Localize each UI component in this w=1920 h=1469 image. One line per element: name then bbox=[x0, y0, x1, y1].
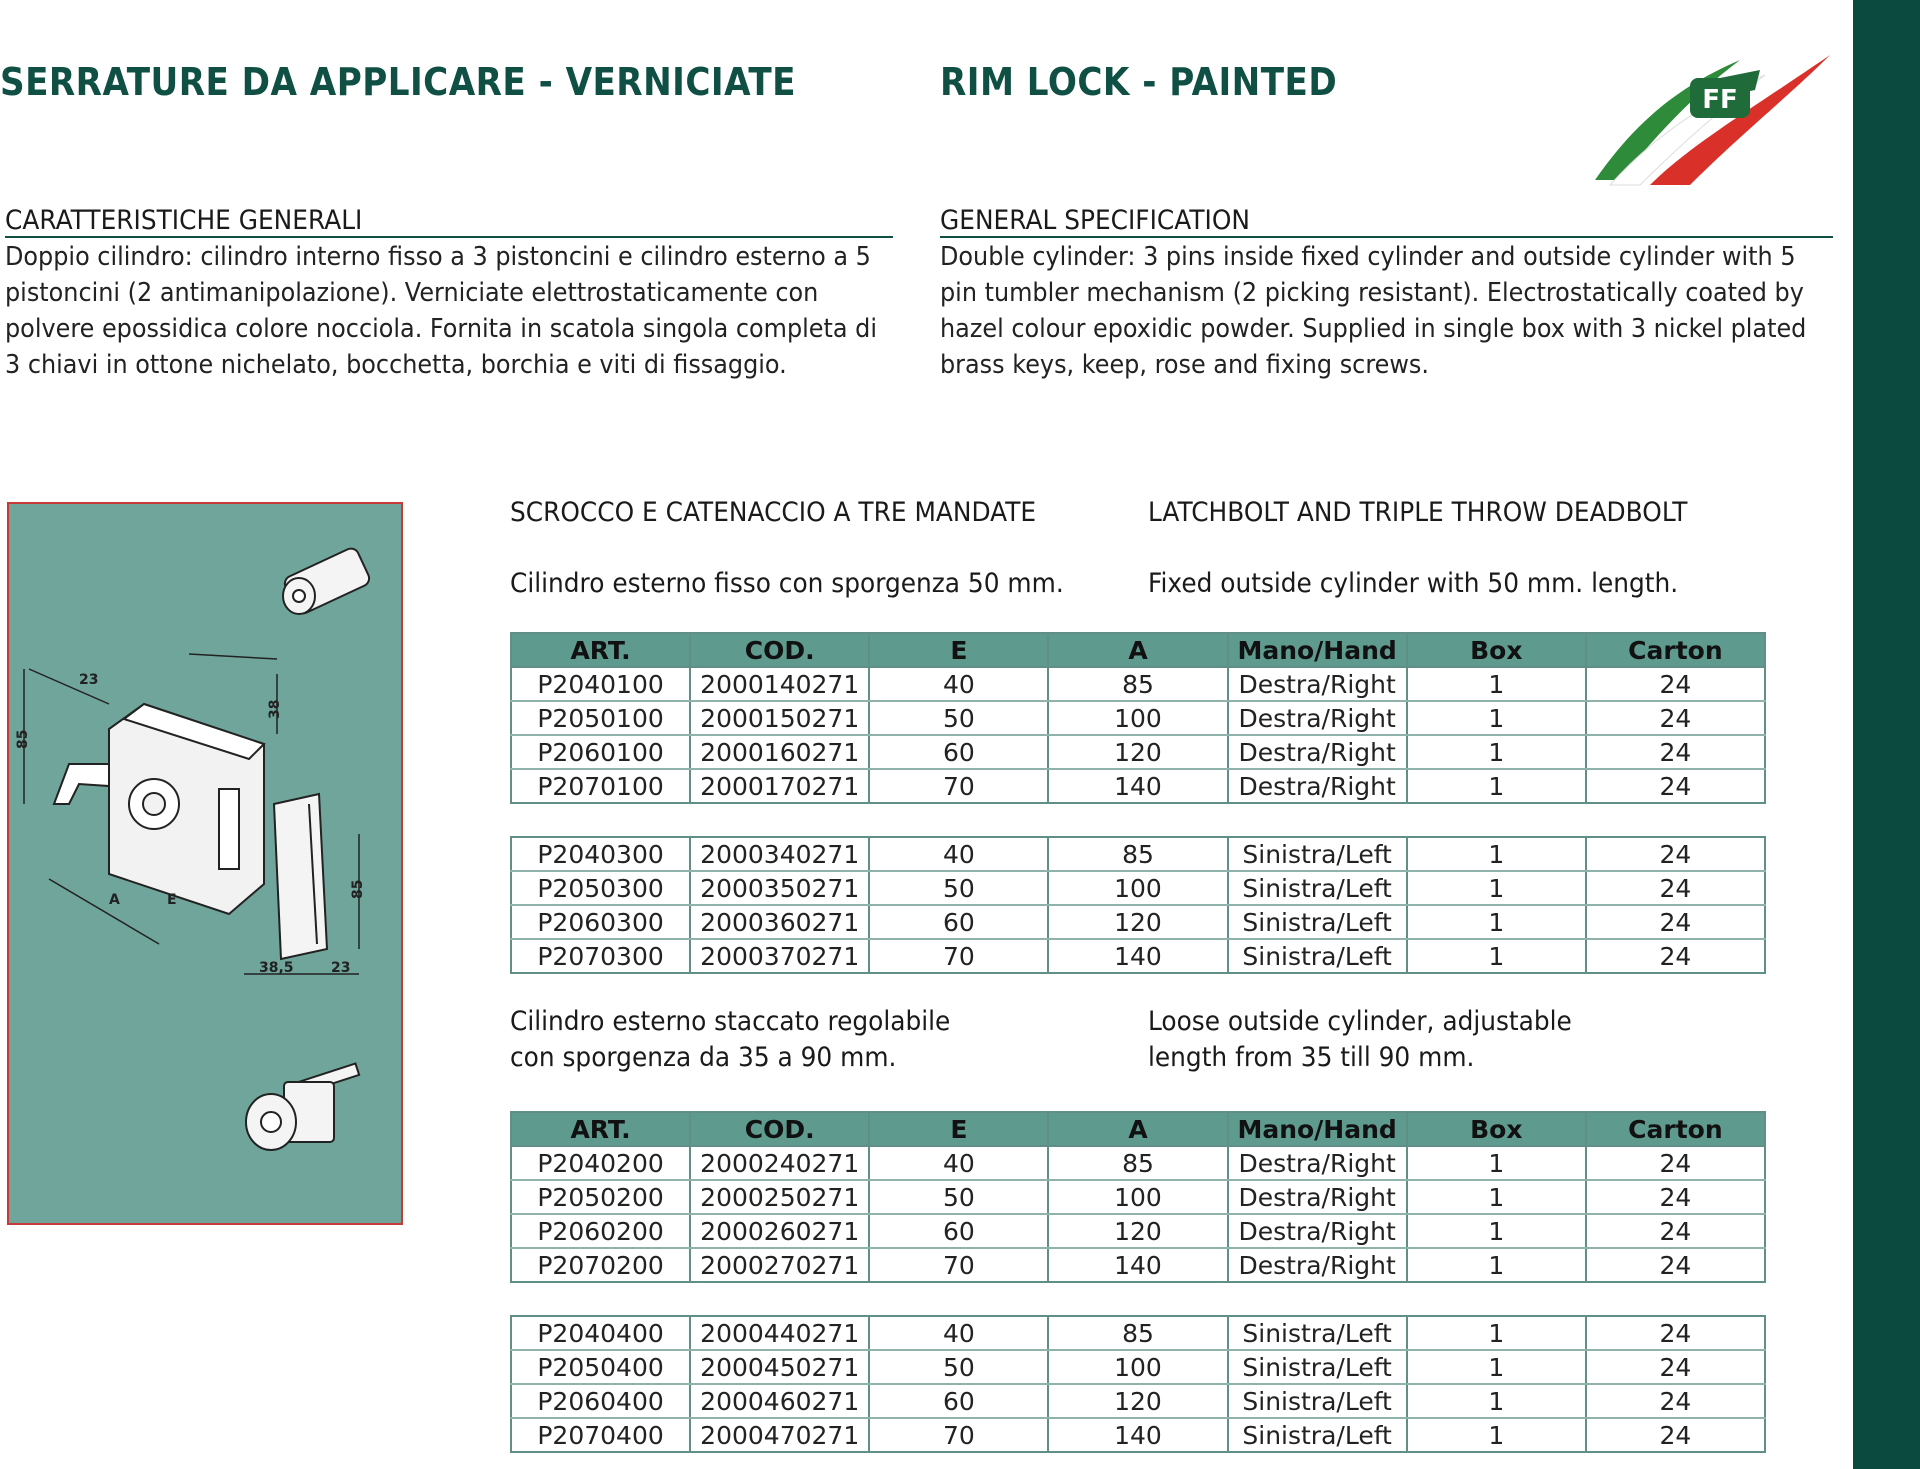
cell-box: 1 bbox=[1407, 769, 1586, 803]
cell-e: 60 bbox=[869, 1384, 1048, 1418]
cell-hand: Destra/Right bbox=[1228, 735, 1407, 769]
cell-hand: Destra/Right bbox=[1228, 667, 1407, 701]
cell-hand: Sinistra/Left bbox=[1228, 837, 1407, 871]
table-header-row bbox=[511, 1112, 1765, 1146]
product-table-right-fixed bbox=[510, 632, 1766, 804]
cell-art: P2040400 bbox=[511, 1316, 690, 1350]
spec-heading-italian: CARATTERISTICHE GENERALI bbox=[5, 205, 363, 236]
cell-cod: 2000250271 bbox=[690, 1180, 869, 1214]
divider bbox=[940, 236, 1833, 238]
cell-hand: Sinistra/Left bbox=[1228, 905, 1407, 939]
cell-art: P2050400 bbox=[511, 1350, 690, 1384]
cell-cod: 2000260271 bbox=[690, 1214, 869, 1248]
cell-e: 50 bbox=[869, 1350, 1048, 1384]
spec-text-english: Double cylinder: 3 pins inside fixed cylinder and outside cylinder with 5 pin tumbler mechanism (2 picking resistant). Electrostatically coated by hazel colour epoxidic powder. Supplied in single box with 3 nickel plated brass keys, keep, rose and fixing screws. bbox=[940, 242, 1807, 380]
dim-label: 38 bbox=[267, 699, 283, 719]
table-row bbox=[511, 735, 1765, 769]
cell-carton: 24 bbox=[1586, 1316, 1765, 1350]
table-row bbox=[511, 701, 1765, 735]
cell-box: 1 bbox=[1407, 1214, 1586, 1248]
dim-label: 23 bbox=[331, 960, 351, 976]
cell-hand: Destra/Right bbox=[1228, 1248, 1407, 1282]
cell-box: 1 bbox=[1407, 1316, 1586, 1350]
cell-a: 120 bbox=[1048, 735, 1227, 769]
col-art: ART. bbox=[511, 1112, 690, 1146]
table-row bbox=[511, 1248, 1765, 1282]
cell-art: P2040200 bbox=[511, 1146, 690, 1180]
lock-body-icon bbox=[54, 704, 264, 914]
cell-e: 40 bbox=[869, 1316, 1048, 1350]
cell-cod: 2000170271 bbox=[690, 769, 869, 803]
spec-heading-english: GENERAL SPECIFICATION bbox=[940, 205, 1250, 236]
cell-e: 40 bbox=[869, 667, 1048, 701]
table-row bbox=[511, 905, 1765, 939]
cell-hand: Destra/Right bbox=[1228, 1146, 1407, 1180]
dim-label: A bbox=[109, 892, 120, 908]
divider bbox=[5, 236, 893, 238]
cell-carton: 24 bbox=[1586, 1248, 1765, 1282]
note-line: length from 35 till 90 mm. bbox=[1148, 1042, 1475, 1073]
cell-box: 1 bbox=[1407, 905, 1586, 939]
table-row bbox=[511, 1350, 1765, 1384]
cell-box: 1 bbox=[1407, 871, 1586, 905]
cell-art: P2070300 bbox=[511, 939, 690, 973]
cell-cod: 2000450271 bbox=[690, 1350, 869, 1384]
col-e: E bbox=[869, 1112, 1048, 1146]
col-art: ART. bbox=[511, 633, 690, 667]
table-row bbox=[511, 1316, 1765, 1350]
product-table-right-loose bbox=[510, 1111, 1766, 1283]
cell-cod: 2000240271 bbox=[690, 1146, 869, 1180]
col-cod: COD. bbox=[690, 1112, 869, 1146]
cell-art: P2070400 bbox=[511, 1418, 690, 1452]
cell-carton: 24 bbox=[1586, 667, 1765, 701]
section-heading-italian: SCROCCO E CATENACCIO A TRE MANDATE bbox=[510, 497, 1037, 528]
cell-carton: 24 bbox=[1586, 1350, 1765, 1384]
cell-carton: 24 bbox=[1586, 1418, 1765, 1452]
table-row bbox=[511, 837, 1765, 871]
cell-box: 1 bbox=[1407, 1384, 1586, 1418]
cell-box: 1 bbox=[1407, 939, 1586, 973]
cell-box: 1 bbox=[1407, 1146, 1586, 1180]
table-row bbox=[511, 1146, 1765, 1180]
cell-hand: Sinistra/Left bbox=[1228, 1384, 1407, 1418]
cell-cod: 2000470271 bbox=[690, 1418, 869, 1452]
cell-carton: 24 bbox=[1586, 837, 1765, 871]
cell-art: P2040100 bbox=[511, 667, 690, 701]
col-hand: Mano/Hand bbox=[1228, 633, 1407, 667]
cell-carton: 24 bbox=[1586, 1180, 1765, 1214]
cell-a: 85 bbox=[1048, 1146, 1227, 1180]
cell-e: 70 bbox=[869, 769, 1048, 803]
cell-cod: 2000460271 bbox=[690, 1384, 869, 1418]
col-carton: Carton bbox=[1586, 633, 1765, 667]
cell-cod: 2000340271 bbox=[690, 837, 869, 871]
table-header-row bbox=[511, 633, 1765, 667]
cell-art: P2050100 bbox=[511, 701, 690, 735]
note-line: Loose outside cylinder, adjustable bbox=[1148, 1006, 1572, 1037]
cell-e: 50 bbox=[869, 1180, 1048, 1214]
cylinder-note-english: Fixed outside cylinder with 50 mm. length. bbox=[1148, 568, 1679, 599]
title-english: RIM LOCK - PAINTED bbox=[940, 60, 1338, 104]
cell-hand: Destra/Right bbox=[1228, 701, 1407, 735]
note-line: Cilindro esterno staccato regolabile bbox=[510, 1006, 951, 1037]
col-e: E bbox=[869, 633, 1048, 667]
cell-e: 40 bbox=[869, 1146, 1048, 1180]
col-carton: Carton bbox=[1586, 1112, 1765, 1146]
cell-hand: Sinistra/Left bbox=[1228, 939, 1407, 973]
rim-lock-drawing bbox=[9, 504, 401, 1223]
table-row bbox=[511, 1214, 1765, 1248]
cell-carton: 24 bbox=[1586, 701, 1765, 735]
cell-cod: 2000350271 bbox=[690, 871, 869, 905]
cell-e: 60 bbox=[869, 735, 1048, 769]
table-row bbox=[511, 1180, 1765, 1214]
table-row bbox=[511, 939, 1765, 973]
cell-a: 85 bbox=[1048, 667, 1227, 701]
cell-a: 120 bbox=[1048, 1214, 1227, 1248]
product-table-left-loose bbox=[510, 1315, 1766, 1453]
cell-carton: 24 bbox=[1586, 905, 1765, 939]
cell-box: 1 bbox=[1407, 1180, 1586, 1214]
cell-box: 1 bbox=[1407, 1248, 1586, 1282]
cell-a: 140 bbox=[1048, 1248, 1227, 1282]
cell-carton: 24 bbox=[1586, 871, 1765, 905]
cell-hand: Sinistra/Left bbox=[1228, 1418, 1407, 1452]
cell-hand: Destra/Right bbox=[1228, 769, 1407, 803]
italian-flag-swoosh-logo-icon bbox=[1590, 50, 1840, 190]
cell-cod: 2000360271 bbox=[690, 905, 869, 939]
col-box: Box bbox=[1407, 1112, 1586, 1146]
loose-cylinder-icon bbox=[246, 1063, 359, 1150]
cell-e: 50 bbox=[869, 871, 1048, 905]
cell-a: 120 bbox=[1048, 1384, 1227, 1418]
table-row bbox=[511, 769, 1765, 803]
cell-art: P2060100 bbox=[511, 735, 690, 769]
table-row bbox=[511, 667, 1765, 701]
cell-art: P2070200 bbox=[511, 1248, 690, 1282]
table-row bbox=[511, 871, 1765, 905]
cell-art: P2070100 bbox=[511, 769, 690, 803]
cell-carton: 24 bbox=[1586, 769, 1765, 803]
cell-cod: 2000270271 bbox=[690, 1248, 869, 1282]
cell-box: 1 bbox=[1407, 837, 1586, 871]
cell-art: P2050200 bbox=[511, 1180, 690, 1214]
outside-cylinder-icon bbox=[282, 546, 371, 616]
cell-a: 100 bbox=[1048, 1180, 1227, 1214]
section-heading-english: LATCHBOLT AND TRIPLE THROW DEADBOLT bbox=[1148, 497, 1688, 528]
cell-box: 1 bbox=[1407, 1350, 1586, 1384]
cell-a: 140 bbox=[1048, 939, 1227, 973]
col-a: A bbox=[1048, 1112, 1227, 1146]
cell-hand: Destra/Right bbox=[1228, 1180, 1407, 1214]
cell-box: 1 bbox=[1407, 667, 1586, 701]
cylinder-note-italian: Cilindro esterno fisso con sporgenza 50 mm. bbox=[510, 568, 1064, 599]
side-band bbox=[1853, 0, 1920, 1469]
cell-a: 100 bbox=[1048, 871, 1227, 905]
dim-label: 23 bbox=[79, 672, 99, 688]
dim-label: E bbox=[167, 892, 177, 908]
cell-a: 85 bbox=[1048, 1316, 1227, 1350]
cell-e: 70 bbox=[869, 1248, 1048, 1282]
cell-art: P2040300 bbox=[511, 837, 690, 871]
col-box: Box bbox=[1407, 633, 1586, 667]
col-cod: COD. bbox=[690, 633, 869, 667]
logo-text: FF bbox=[1702, 85, 1738, 115]
cell-cod: 2000160271 bbox=[690, 735, 869, 769]
cell-hand: Sinistra/Left bbox=[1228, 1316, 1407, 1350]
dim-label: 38,5 bbox=[259, 960, 294, 976]
cell-a: 140 bbox=[1048, 1418, 1227, 1452]
table-row bbox=[511, 1384, 1765, 1418]
cell-cod: 2000370271 bbox=[690, 939, 869, 973]
title-italian: SERRATURE DA APPLICARE - VERNICIATE bbox=[0, 60, 796, 104]
loose-cylinder-note-english bbox=[1148, 1004, 1572, 1076]
cell-box: 1 bbox=[1407, 735, 1586, 769]
product-table-left-fixed bbox=[510, 836, 1766, 974]
cell-carton: 24 bbox=[1586, 735, 1765, 769]
col-a: A bbox=[1048, 633, 1227, 667]
cell-art: P2060300 bbox=[511, 905, 690, 939]
cell-carton: 24 bbox=[1586, 1214, 1765, 1248]
dim-label: 85 bbox=[350, 879, 366, 899]
dim-label: 85 bbox=[15, 729, 31, 749]
cell-carton: 24 bbox=[1586, 939, 1765, 973]
cell-art: P2050300 bbox=[511, 871, 690, 905]
cell-a: 100 bbox=[1048, 1350, 1227, 1384]
lock-keep-icon bbox=[274, 794, 327, 959]
cell-art: P2060200 bbox=[511, 1214, 690, 1248]
brand-logo bbox=[1590, 50, 1840, 190]
cell-carton: 24 bbox=[1586, 1384, 1765, 1418]
cell-e: 60 bbox=[869, 905, 1048, 939]
cell-art: P2060400 bbox=[511, 1384, 690, 1418]
loose-cylinder-note-italian bbox=[510, 1004, 950, 1076]
cell-box: 1 bbox=[1407, 1418, 1586, 1452]
cell-hand: Sinistra/Left bbox=[1228, 1350, 1407, 1384]
cell-a: 100 bbox=[1048, 701, 1227, 735]
cell-hand: Sinistra/Left bbox=[1228, 871, 1407, 905]
cell-cod: 2000440271 bbox=[690, 1316, 869, 1350]
cell-a: 120 bbox=[1048, 905, 1227, 939]
cell-box: 1 bbox=[1407, 701, 1586, 735]
col-hand: Mano/Hand bbox=[1228, 1112, 1407, 1146]
cell-e: 40 bbox=[869, 837, 1048, 871]
cell-cod: 2000150271 bbox=[690, 701, 869, 735]
product-drawing-panel bbox=[7, 502, 403, 1225]
cell-cod: 2000140271 bbox=[690, 667, 869, 701]
table-row bbox=[511, 1418, 1765, 1452]
cell-e: 70 bbox=[869, 939, 1048, 973]
cell-a: 140 bbox=[1048, 769, 1227, 803]
cell-a: 85 bbox=[1048, 837, 1227, 871]
spec-text-italian: Doppio cilindro: cilindro interno fisso a 3 pistoncini e cilindro esterno a 5 pistoncini (2 antimanipolazione). Verniciate elettrostaticamente con polvere epossidica colore nocciola. Fornita in scatola singola completa di 3 chiavi in ottone nichelato, bocchetta, borchia e viti di fissaggio. bbox=[5, 242, 878, 380]
cell-e: 50 bbox=[869, 701, 1048, 735]
note-line: con sporgenza da 35 a 90 mm. bbox=[510, 1042, 897, 1073]
cell-carton: 24 bbox=[1586, 1146, 1765, 1180]
cell-hand: Destra/Right bbox=[1228, 1214, 1407, 1248]
cell-e: 60 bbox=[869, 1214, 1048, 1248]
cell-e: 70 bbox=[869, 1418, 1048, 1452]
